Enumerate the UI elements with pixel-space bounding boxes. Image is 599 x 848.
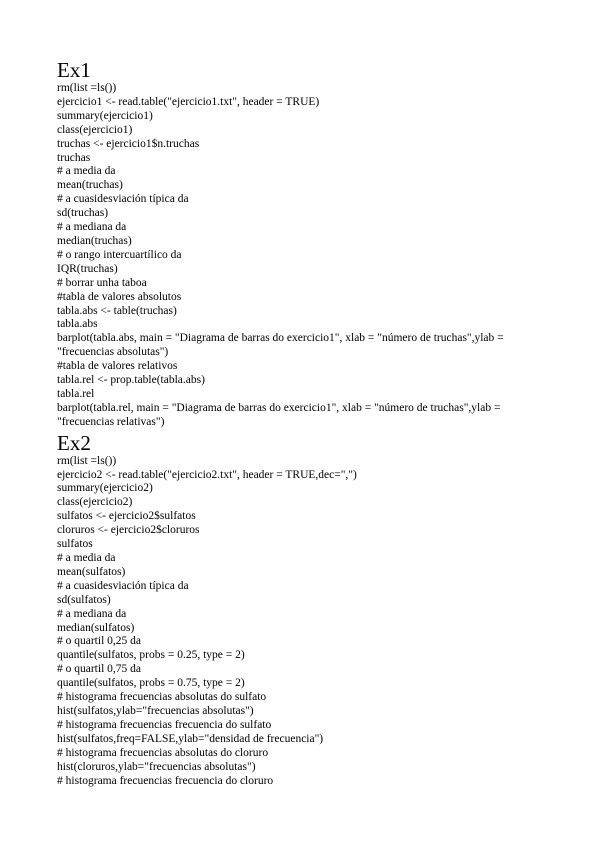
code-line: tabla.abs <- table(truchas) (57, 304, 177, 317)
code-line: # histograma frecuencias absolutas do cloruro (57, 746, 269, 759)
code-line: barplot(tabla.rel, main = "Diagrama de barras do exercicio1", xlab = "número de truchas",ylab = (57, 401, 501, 414)
code-line: tabla.rel <- prop.table(tabla.abs) (57, 374, 205, 387)
code-line: summary(ejercicio1) (57, 109, 153, 122)
section-ex1 (57, 58, 547, 430)
code-line: "frecuencias relativas") (57, 415, 165, 428)
code-line: hist(cloruros,ylab="frecuencias absolutas") (57, 760, 256, 773)
code-line: cloruros <- ejercicio2$cloruros (57, 524, 200, 537)
code-line: sd(truchas) (57, 207, 109, 220)
code-line: # histograma frecuencias frecuencia do cloruro (57, 774, 274, 787)
code-line: # a cuasidesviación típica da (57, 579, 189, 592)
code-line: # borrar unha taboa (57, 276, 147, 289)
code-line: IQR(truchas) (57, 262, 118, 275)
code-line: sulfatos (57, 538, 93, 551)
code-line: # o rango intercuartílico da (57, 248, 182, 261)
code-line: ejercicio1 <- read.table("ejercicio1.txt", header = TRUE) (57, 95, 320, 108)
code-line: class(ejercicio2) (57, 496, 133, 509)
code-line: # a media da (57, 552, 116, 564)
code-line: # histograma frecuencias frecuencia do sulfato (57, 718, 272, 731)
code-line: median(truchas) (57, 234, 132, 247)
code-line: summary(ejercicio2) (57, 482, 153, 495)
code-line: truchas <- ejercicio1$n.truchas (57, 137, 200, 150)
section-title: Ex1 (57, 58, 91, 82)
code-line: median(sulfatos) (57, 621, 135, 634)
code-line: truchas (57, 151, 91, 164)
code-line: barplot(tabla.abs, main = "Diagrama de barras do exercicio1", xlab = "número de truchas",ylab = (57, 332, 504, 345)
section-ex2 (57, 431, 547, 789)
code-line: mean(truchas) (57, 179, 123, 192)
code-line: # a cuasidesviación típica da (57, 193, 189, 206)
code-line: mean(sulfatos) (57, 565, 126, 578)
code-line: tabla.rel (57, 387, 95, 400)
code-line: ejercicio2 <- read.table("ejercicio2.txt", header = TRUE,dec=",") (57, 468, 357, 481)
code-line: #tabla de valores relativos (57, 360, 178, 373)
code-line: hist(sulfatos,ylab="frecuencias absolutas") (57, 704, 254, 717)
document-page (57, 58, 547, 788)
code-line: sulfatos <- ejercicio2$sulfatos (57, 510, 196, 523)
code-line: hist(sulfatos,freq=FALSE,ylab="densidad de frecuencia") (57, 732, 324, 745)
code-line: "frecuencias absolutas") (57, 346, 169, 359)
code-line: rm(list =ls()) (57, 454, 117, 467)
code-line: # histograma frecuencias absolutas do sulfato (57, 691, 267, 704)
code-line: # o quartil 0,75 da (57, 663, 141, 676)
code-line: #tabla de valores absolutos (57, 290, 182, 303)
code-line: # a media da (57, 165, 116, 178)
code-line: class(ejercicio1) (57, 123, 133, 136)
code-line: rm(list =ls()) (57, 82, 117, 94)
code-line: # a mediana da (57, 607, 127, 620)
code-line: tabla.abs (57, 318, 98, 331)
code-line: sd(sulfatos) (57, 593, 111, 606)
section-title: Ex2 (57, 430, 91, 455)
code-lines (57, 455, 547, 789)
code-line: quantile(sulfatos, probs = 0.25, type = 2) (57, 649, 245, 662)
code-line: quantile(sulfatos, probs = 0.75, type = 2) (57, 677, 245, 690)
code-lines (57, 82, 547, 430)
code-line: # a mediana da (57, 221, 127, 234)
code-line: # o quartil 0,25 da (57, 635, 141, 648)
